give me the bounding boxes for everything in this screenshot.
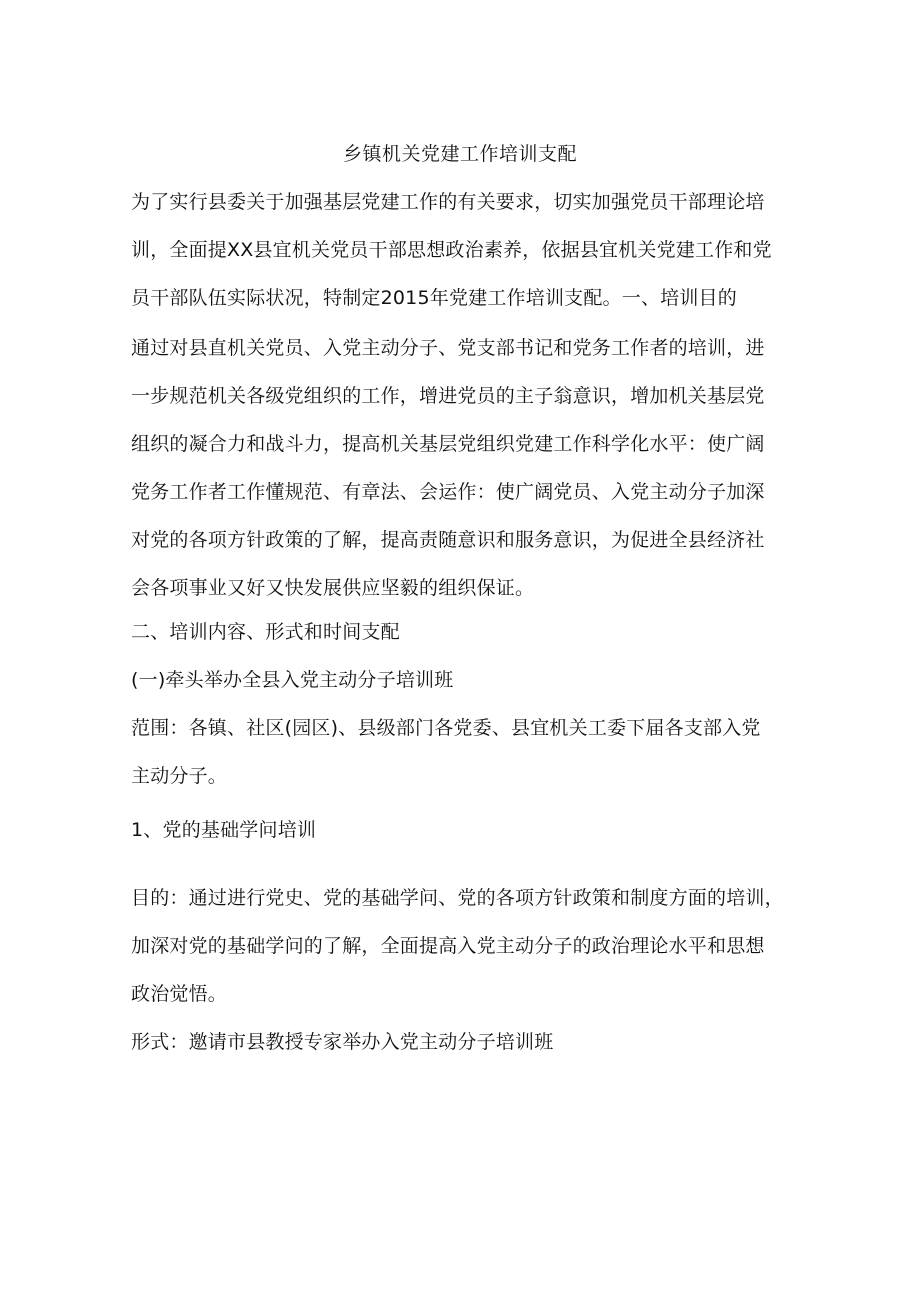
goal-line-1: 目的：通过进行党史、党的基础学问、党的各项方针政策和制度方面的培训， xyxy=(131,887,784,909)
scope-paragraph xyxy=(131,704,793,800)
purpose-line-6: 会各项事业又好又快发展供应坚毅的组织保证。 xyxy=(131,577,535,599)
purpose-line-3: 组织的凝合力和战斗力，提高机关基层党组织党建工作科学化水平：使广阔 xyxy=(131,433,765,455)
subsection-one-heading xyxy=(131,656,793,704)
document-title: 乡镇机关党建工作培训支配 xyxy=(342,143,577,165)
purpose-line-5: 对党的各项方针政策的了解，提高责随意识和服务意识，为促进全县经济社 xyxy=(131,529,765,551)
intro-line-3: 员干部队伍实际状况，特制定2015年党建工作培训支配。一、培训目的 xyxy=(131,287,737,309)
purpose-paragraph xyxy=(131,324,793,612)
subsection-one-line: (一)牵头举办全县入党主动分子培训班 xyxy=(131,669,454,691)
scope-line-2: 主动分子。 xyxy=(131,765,228,787)
scope-line-1: 范围：各镇、社区(园区)、县级部门各党委、县宜机关工委下届各支部入党 xyxy=(131,717,761,739)
goal-line-3: 政治觉悟。 xyxy=(131,983,228,1005)
intro-line-1: 为了实行县委关于加强基层党建工作的有关要求，切实加强党员干部理论培 xyxy=(131,191,765,213)
item-one-heading xyxy=(131,806,793,854)
goal-paragraph xyxy=(131,874,793,1018)
section-two-line: 二、培训内容、形式和时间支配 xyxy=(131,621,400,643)
purpose-line-2: 一步规范机关各级党组织的工作，增进党员的主子翁意识，增加机关基层党 xyxy=(131,385,765,407)
intro-paragraph xyxy=(131,178,793,322)
section-two-heading xyxy=(131,608,793,656)
purpose-line-1: 通过对县直机关党员、入党主动分子、党支部书记和党务工作者的培训，进 xyxy=(131,337,765,359)
goal-line-2: 加深对党的基础学问的了解，全面提高入党主动分子的政治理论水平和思想 xyxy=(131,935,765,957)
format-line: 形式：邀请市县教授专家举办入党主动分子培训班 xyxy=(131,1031,554,1053)
purpose-line-4: 党务工作者工作懂规范、有章法、会运作：使广阔党员、入党主动分子加深 xyxy=(131,481,765,503)
format-paragraph xyxy=(131,1018,793,1066)
item-one-line: 1、党的基础学问培训 xyxy=(131,819,317,841)
intro-line-2: 训，全面提XX县宜机关党员干部思想政治素养，依据县宜机关党建工作和党 xyxy=(131,239,772,261)
